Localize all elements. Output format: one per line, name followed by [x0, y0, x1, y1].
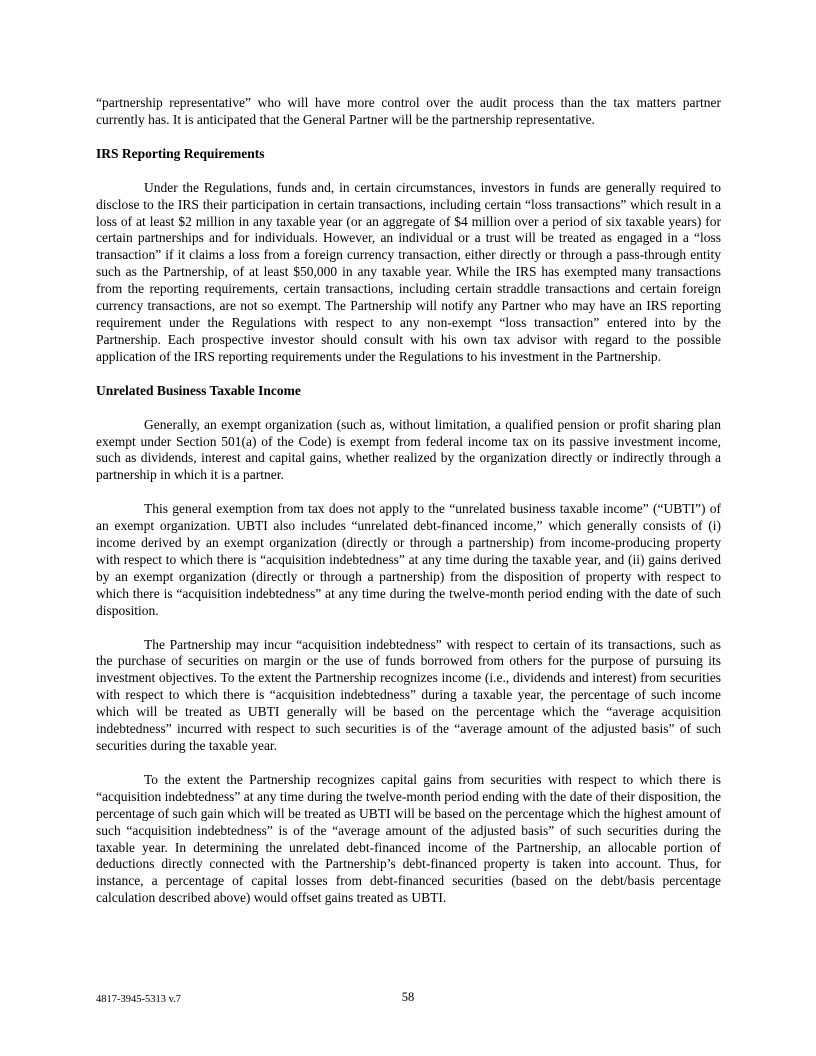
paragraph-capital-gains-ubti: To the extent the Partnership recognizes capital gains from securities with respect to which there is “acquisition indebtedness” at any time during the twelve-month period ending with the date of their disposition, the percentage of such gain which will be treated as UBTI will be based on the percentage which the highest amount of such “acquisition indebtedness” is of the “average amount of the adjusted basis” of such securities during the taxable year. In determining the unrelated debt-financed income of the Partnership, an allocable portion of deductions directly connected with the Partnership’s debt-financed property is taken into account. Thus, for instance, a percentage of capital losses from debt-financed securities (based on the debt/basis percentage calculation described above) would offset gains treated as UBTI.	[96, 771, 721, 906]
paragraph-ubti-definition: This general exemption from tax does not apply to the “unrelated business taxable income” (“UBTI”) of an exempt organization. UBTI also includes “unrelated debt-financed income,” which generally consists of (i) income derived by an exempt organization (directly or through a partnership) from income-producing property with respect to which there is “acquisition indebtedness” at any time during the taxable year, and (ii) gains derived by an exempt organization (directly or through a partnership) from the disposition of property with respect to which there is “acquisition indebtedness” at any time during the twelve-month period ending with the date of such disposition.	[96, 501, 721, 618]
paragraph-partnership-representative: “partnership representative” who will have more control over the audit process than the tax matters partner currently has. It is anticipated that the General Partner will be the partnership representative.	[96, 95, 721, 127]
section-heading-irs-reporting-requirements: IRS Reporting Requirements	[96, 145, 265, 161]
paragraph-exempt-organization: Generally, an exempt organization (such as, without limitation, a qualified pension or profit sharing plan exempt under Section 501(a) of the Code) is exempt from federal income tax on its passive investment income, such as dividends, interest and capital gains, whether realized by the organization directly or indirectly through a partnership in which it is a partner.	[96, 416, 721, 483]
document-id: 4817-3945-5313 v.7	[96, 994, 182, 1005]
page-number: 58	[401, 990, 415, 1004]
paragraph-irs-reporting: Under the Regulations, funds and, in certain circumstances, investors in funds are generally required to disclose to the IRS their participation in certain transactions, including certain “loss transactions” which result in a loss of at least $2 million in any taxable year (or an aggregate of $4 million over a period of six taxable years) for certain partnerships and for individuals. However, an individual or a trust will be treated as engaged in a “loss transaction” if it claims a loss from a foreign currency transaction, either directly or through a pass-through entity such as the Partnership, of at least $50,000 in any taxable year. While the IRS has exempted many transactions from the reporting requirements, certain transactions, including certain straddle transactions and certain foreign currency transactions, are not so exempt. The Partnership will notify any Partner who may have an IRS reporting requirement under the Regulations with respect to any non-exempt “loss transaction” entered into by the Partnership. Each prospective investor should consult with his own tax advisor with regard to the possible application of the IRS reporting requirements under the Regulations to his investment in the Partnership.	[96, 179, 721, 364]
page-footer	[96, 989, 720, 1005]
section-heading-unrelated-business-taxable-income: Unrelated Business Taxable Income	[96, 382, 301, 398]
paragraph-acquisition-indebtedness: The Partnership may incur “acquisition indebtedness” with respect to certain of its transactions, such as the purchase of securities on margin or the use of funds borrowed from others for the purpose of pursuing its investment objectives. To the extent the Partnership recognizes income (i.e., dividends and interest) from securities with respect to which there is “acquisition indebtedness” during a taxable year, the percentage of such income which will be treated as UBTI generally will be based on the percentage which the “average acquisition indebtedness” incurred with respect to such securities is of the “average amount of the adjusted basis” of such securities during the taxable year.	[96, 636, 721, 753]
document-body	[96, 95, 721, 924]
